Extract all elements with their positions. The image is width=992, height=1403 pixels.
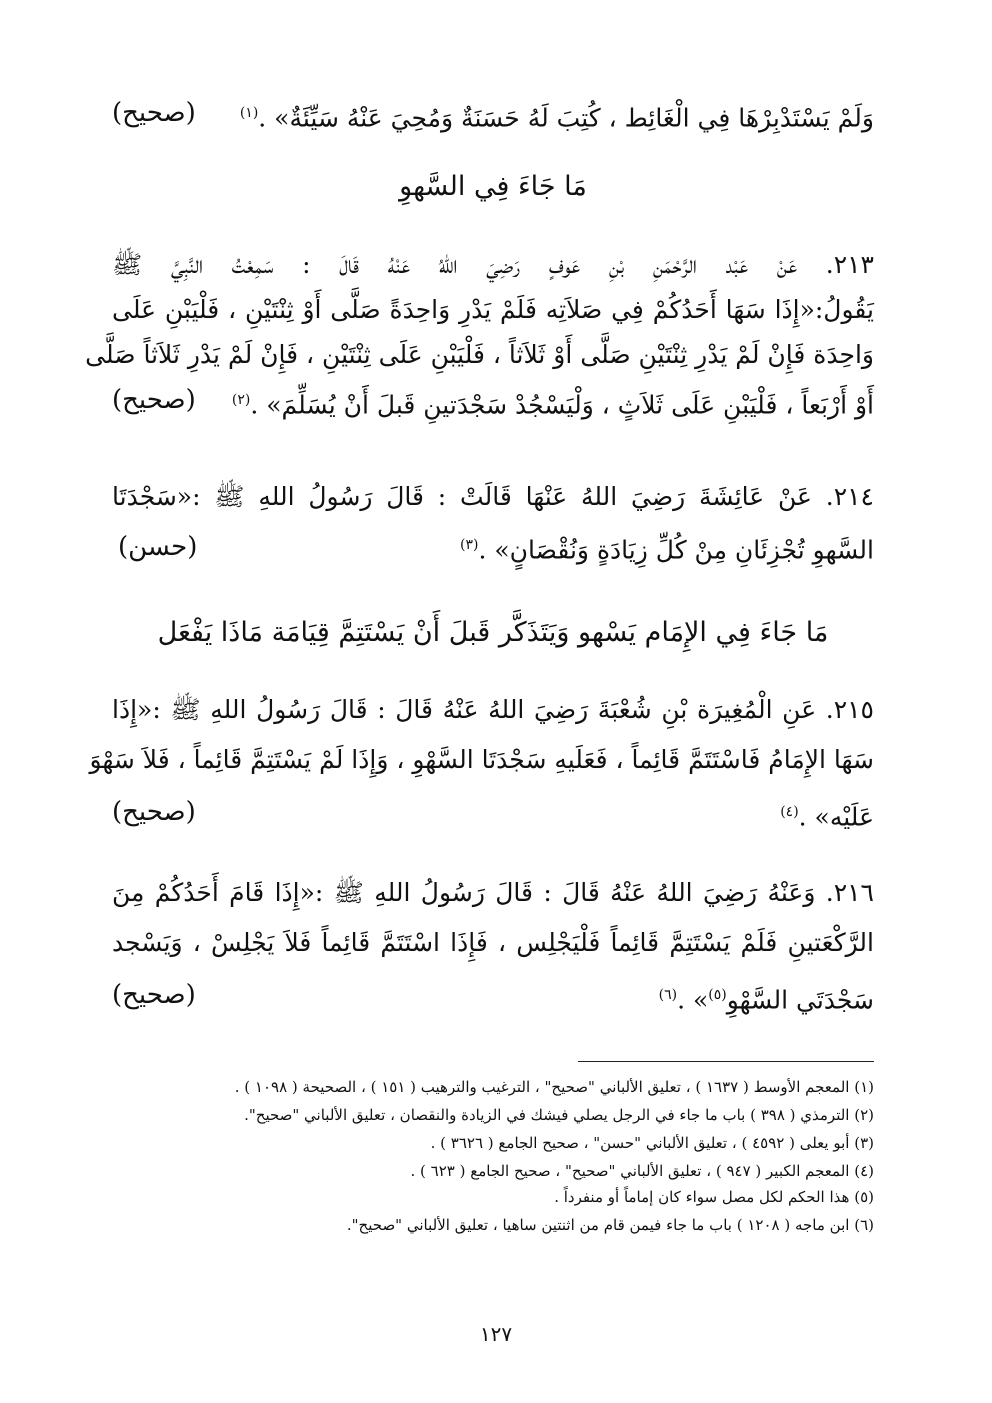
footnote: (١) المعجم الأوسط ( ١٦٣٧ ) ، تعليق الألباني "صحيح" ، الترغيب والترهيب ( ١٥١ ) ، الصحيحة ( ١٠٩٨ ) . — [234, 1078, 874, 1096]
hadith-text: وَلَمْ يَسْتَدْبِرْهَا فِي الْغَائِط ، كُتِبَ لَهُ حَسَنَةٌ وَمُحِيَ عَنْهُ سَيِّئَةٌ» . — [258, 103, 874, 133]
footnote-ref: (٥) — [708, 987, 727, 1003]
footnote-ref: (١) — [239, 105, 259, 121]
footnote-ref: (٤) — [780, 804, 799, 820]
grade-label: (صحيح) — [112, 980, 196, 1010]
hadith-text: أَوْ أَرْبَعاً ، فَلْيَبْنِ عَلَى ثَلاَثٍ ، وَلْيَسْجُدْ سَجْدَتينِ قَبلَ أَنْ يُسَلِّمَ» . — [250, 390, 874, 420]
footnote: (٣) أبو يعلى ( ٤٥٩٢ ) ، تعليق الألباني "حسن" ، صحيح الجامع ( ٣٦٢٦ ) . — [430, 1134, 874, 1152]
footnote-ref: (٣) — [460, 537, 479, 553]
text-line: الرَّكْعَتينِ فَلَمْ يَسْتَتِمَّ قَائِماً فَلْيَجْلِس ، فَإِذَا اسْتَتَمَّ قَائِماً فَلاَ يَجْلِسْ ، وَيَسْجد — [112, 928, 874, 957]
footnote: (٥) هذا الحكم لكل مصل سواء كان إماماً أو منفرداً . — [554, 1188, 874, 1206]
hadith-text: » . — [677, 985, 709, 1015]
text-line: ٢١٥. عَنِ الْمُغِيرَة بْنِ شُعْبَةَ رَضِيَ اللهُ عَنْهُ قَالَ : قَالَ رَسُولُ اللهِ ﷺ :«إِذَا — [112, 695, 874, 724]
text-line: سَهَا الإِمَامُ فَاسْتَتَمَّ قَائِماً ، فَعَلَيهِ سَجْدَتَا السَّهْوِ ، وَإِذَا لَمْ يَسْتَتِمَّ قَائِماً ، فَلاَ سَهْوَ — [89, 745, 874, 774]
footnote: (٦) ابن ماجه ( ١٢٠٨ ) باب ما جاء فيمن قام من اثنتين ساهيا ، تعليق الألباني "صحيح". — [346, 1216, 874, 1234]
footnote: (٢) الترمذي ( ٣٩٨ ) باب ما جاء في الرجل يصلي فيشك في الزيادة والنقصان ، تعليق الألباني "صحيح". — [244, 1106, 874, 1124]
text-line: ٢١٣. عَنْ عَبْد الرَّحْمَنِ بْنِ عَوفٍ رَضِيَ اللهُ عَنْهُ قَالَ : سَمِعْتُ النَّبِيَّ ﷺ — [112, 250, 874, 279]
page-number: ١٢٧ — [479, 1322, 513, 1346]
section-heading: مَا جَاءَ فِي الإِمَام يَسْهو وَيَتَذَكَّر قَبلَ أَنْ يَسْتَتِمَّ قِيَامَة مَاذَا يَفْعَل — [157, 617, 829, 648]
footnote-ref: (٦) — [658, 987, 678, 1003]
footnote-ref: (٢) — [231, 392, 251, 408]
text-line — [600, 797, 874, 832]
grade-label: (صحيح) — [112, 385, 196, 415]
text-line: ٢١٦. وَعَنْهُ رَضِيَ اللهُ عَنْهُ قَالَ : قَالَ رَسُولُ اللهِ ﷺ :«إِذَا قَامَ أَحَدُكُمْ مِنَ — [112, 878, 874, 907]
footnote-separator — [578, 1061, 874, 1062]
text-line — [262, 530, 874, 565]
hadith-text: السَّهوِ تُجْزِئَانِ مِنْ كُلِّ زِيَادَةٍ وَنُقْصَانٍ» . — [478, 535, 874, 565]
hadith-text: سَجْدَتَي السَّهْوِ — [726, 985, 874, 1015]
text-line — [239, 98, 874, 133]
grade-label: (حسن) — [118, 532, 198, 562]
text-line: ٢١٤. عَنْ عَائِشَةَ رَضِيَ اللهُ عَنْهَا قَالَتْ : قَالَ رَسُولُ اللهِ ﷺ :«سَجْدَتَا — [112, 482, 874, 511]
hadith-text: عَلَيْه» . — [798, 802, 874, 832]
text-line: وَاحِدَة فَإِنْ لَمْ يَدْرِ ثِنْتَيْنِ صَلَّى أَوْ ثَلاَثاً ، فَلْيَبْنِ عَلَى ثِنْتَيْنِ ، فَإِنْ لَمْ يَدْرِ ثَلاَثاً صَلَّى — [85, 340, 874, 369]
grade-label: (صحيح) — [112, 797, 196, 827]
text-line — [231, 385, 874, 420]
footnote: (٤) المعجم الكبير ( ٩٤٧ ) ، تعليق الألباني "صحيح" ، صحيح الجامع ( ٦٢٣ ) . — [410, 1162, 874, 1180]
text-line: يَقُولُ:«إِذَا سَهَا أَحَدُكُمْ فِي صَلاَتِه فَلَمْ يَدْرِ وَاحِدَةً صَلَّى أَوْ ثِنْتَيْنِ ، فَلْيَبْنِ عَلَى — [112, 295, 874, 324]
grade-label: (صحيح) — [112, 98, 196, 128]
text-line — [500, 980, 874, 1015]
section-heading: مَا جَاءَ فِي السَّهوِ — [399, 171, 587, 202]
